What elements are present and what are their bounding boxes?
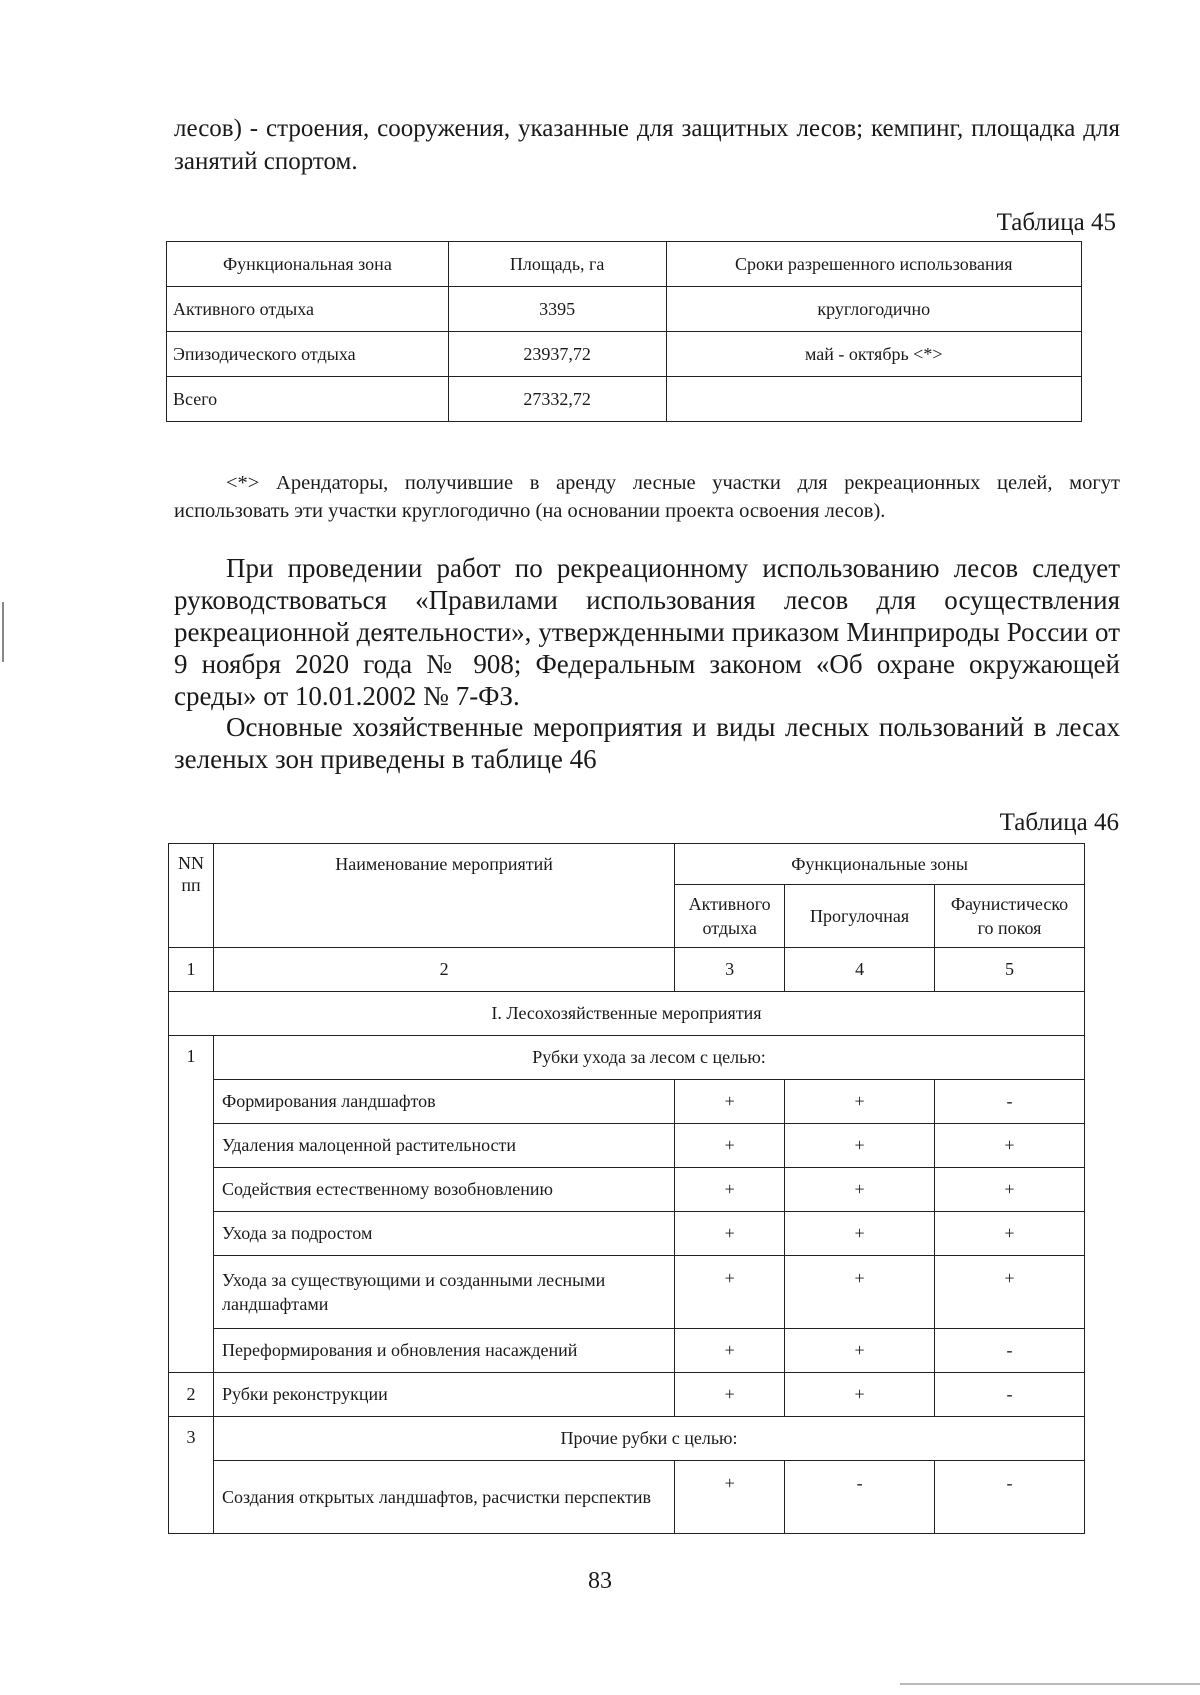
mark-fauna: + [935, 1212, 1085, 1256]
footnote: <*> Арендаторы, получившие в аренду лесные участки для рекреационных целей, могут использовать эти участки круглогодично (на основании проекта освоения лесов). [174, 472, 1120, 522]
mark-walking: - [785, 1461, 935, 1534]
header-zone-active: Активного отдыха [675, 885, 785, 948]
header-zones: Функциональные зоны [675, 844, 1085, 885]
mark-walking: + [785, 1212, 935, 1256]
header-area: Площадь, га [448, 242, 666, 287]
col-number: 2 [213, 948, 674, 992]
paragraph-table-ref: Основные хозяйственные мероприятия и виды лесных пользований в лесах зеленых зон приведены в таблице 46 [174, 712, 1120, 774]
table45-caption: Таблица 45 [996, 209, 1116, 236]
cell-zone: Активного отдыха [167, 287, 449, 332]
table-row [169, 1461, 1085, 1534]
group-row [169, 1417, 1085, 1461]
table-row [167, 332, 1082, 377]
mark-active: + [675, 1080, 785, 1124]
measure-name: Ухода за подростом [213, 1212, 674, 1256]
col-number: 5 [935, 948, 1085, 992]
mark-active: + [675, 1256, 785, 1329]
table-row-total [167, 377, 1082, 422]
table-header-row [169, 844, 1085, 885]
table-45 [166, 241, 1082, 422]
mark-active: + [675, 1124, 785, 1168]
group-number: 3 [169, 1417, 214, 1534]
mark-walking: + [785, 1080, 935, 1124]
page-number: 83 [588, 1568, 612, 1594]
table-row [169, 1168, 1085, 1212]
group-title: Прочие рубки с целью: [213, 1417, 1084, 1461]
table-row [169, 1256, 1085, 1329]
mark-fauna: - [935, 1373, 1085, 1417]
cell-terms [666, 377, 1081, 422]
group-row [169, 1036, 1085, 1080]
table-row [169, 1080, 1085, 1124]
mark-fauna: + [935, 1124, 1085, 1168]
scan-artifact-line [900, 1683, 1200, 1685]
measure-name: Формирования ландшафтов [213, 1080, 674, 1124]
table-46 [168, 843, 1085, 1534]
cell-terms: май - октябрь <*> [666, 332, 1081, 377]
intro-paragraph: лесов) - строения, сооружения, указанные для защитных лесов; кемпинг, площадка для занятий спортом. [174, 115, 1120, 175]
measure-name: Удаления малоценной растительности [213, 1124, 674, 1168]
mark-active: + [675, 1329, 785, 1373]
header-zone-fauna: Фаунистическо го покоя [935, 885, 1085, 948]
col-number: 3 [675, 948, 785, 992]
cell-area: 3395 [448, 287, 666, 332]
measure-name: Переформирования и обновления насаждений [213, 1329, 674, 1373]
section-title: I. Лесохозяйственные мероприятия [169, 992, 1085, 1036]
cell-zone: Всего [167, 377, 449, 422]
header-name: Наименование мероприятий [213, 844, 674, 948]
mark-fauna: - [935, 1329, 1085, 1373]
table-row [169, 1124, 1085, 1168]
mark-active: + [675, 1461, 785, 1534]
header-nn: NN пп [169, 844, 214, 948]
measure-name: Содействия естественному возобновлению [213, 1168, 674, 1212]
col-number: 1 [169, 948, 214, 992]
table-row [169, 1373, 1085, 1417]
table-row [167, 287, 1082, 332]
mark-walking: + [785, 1256, 935, 1329]
group-number: 1 [169, 1036, 214, 1373]
scan-artifact-line [2, 602, 4, 662]
mark-walking: + [785, 1168, 935, 1212]
mark-active: + [675, 1168, 785, 1212]
mark-fauna: - [935, 1080, 1085, 1124]
mark-active: + [675, 1373, 785, 1417]
header-terms: Сроки разрешенного использования [666, 242, 1081, 287]
header-zone-walking: Прогулочная [785, 885, 935, 948]
section-row [169, 992, 1085, 1036]
table-row [169, 1329, 1085, 1373]
mark-active: + [675, 1212, 785, 1256]
mark-fauna: + [935, 1168, 1085, 1212]
mark-fauna: + [935, 1256, 1085, 1329]
mark-walking: + [785, 1329, 935, 1373]
table46-caption: Таблица 46 [999, 809, 1119, 836]
table-row [169, 1212, 1085, 1256]
column-numbers-row [169, 948, 1085, 992]
measure-name: Рубки реконструкции [213, 1373, 674, 1417]
col-number: 4 [785, 948, 935, 992]
cell-terms: круглогодично [666, 287, 1081, 332]
table-header-row [167, 242, 1082, 287]
mark-walking: + [785, 1373, 935, 1417]
cell-area: 27332,72 [448, 377, 666, 422]
row-number: 2 [169, 1373, 214, 1417]
cell-zone: Эпизодического отдыха [167, 332, 449, 377]
mark-fauna: - [935, 1461, 1085, 1534]
group-title: Рубки ухода за лесом с целью: [213, 1036, 1084, 1080]
mark-walking: + [785, 1124, 935, 1168]
header-zone: Функциональная зона [167, 242, 449, 287]
paragraph-rules: При проведении работ по рекреационному использованию лесов следует руководствоваться «Правилами использования лесов для осуществления рекреационной деятельности», утвержденными приказом Минприроды России от 9 ноября 2020 года № 908; Федеральным законом «Об охране окружающей среды» от 10.01.2002 № 7-ФЗ. [174, 553, 1120, 711]
cell-area: 23937,72 [448, 332, 666, 377]
measure-name: Создания открытых ландшафтов, расчистки перспектив [213, 1461, 674, 1534]
measure-name: Ухода за существующими и созданными лесными ландшафтами [213, 1256, 674, 1329]
